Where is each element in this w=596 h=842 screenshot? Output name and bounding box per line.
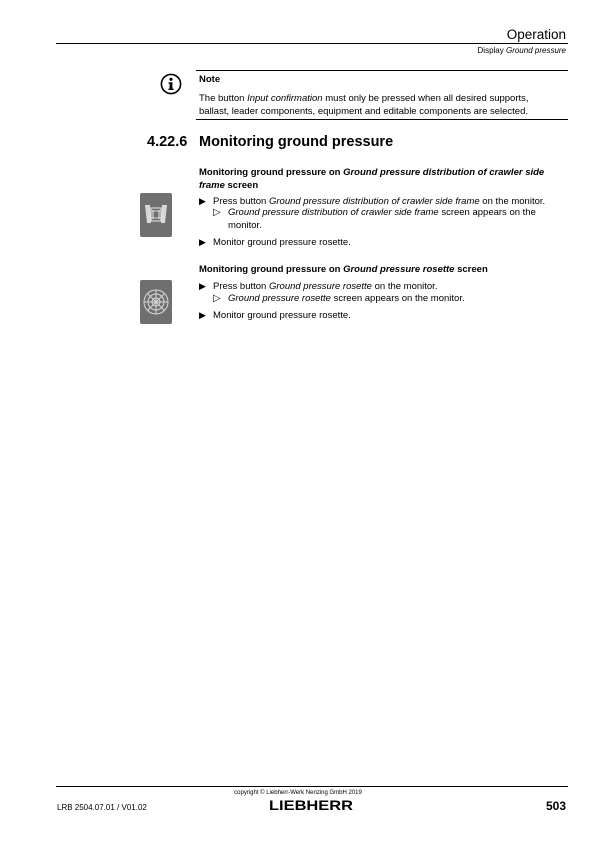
liebherr-logo: [268, 798, 354, 812]
sub1-heading-1: Monitoring ground pressure on: [199, 167, 344, 178]
sub2-step-2-text: Monitor ground pressure rosette.: [213, 310, 351, 321]
subsection-heading-crawler: [199, 166, 569, 192]
page-number: 503: [545, 799, 566, 813]
subsection-heading-rosette: [199, 263, 569, 276]
sub1-result-italic: Ground pressure distribution of crawler side frame: [228, 207, 439, 218]
sub2-heading-italic: Ground pressure rosette: [343, 264, 455, 275]
sub1-step1-a: Press button: [213, 196, 269, 207]
sub1-step1-b: on the monitor.: [479, 196, 546, 207]
section-number: 4.22.6: [147, 134, 188, 150]
note-text: [199, 92, 559, 118]
note-text-1: The button: [199, 93, 248, 104]
note-text-2: must only be pressed when all desired supports, ballast, leader components, equipment and editable components are selected.: [199, 93, 529, 117]
note-heading: Note: [199, 74, 221, 85]
note-rule-bottom: [196, 119, 568, 120]
sub2-result-italic: Ground pressure rosette: [228, 293, 331, 304]
step-bullet: ▶: [199, 281, 206, 291]
chapter-title: Operation: [506, 27, 566, 42]
sub2-heading-2: screen: [454, 264, 488, 275]
section-title: Monitoring ground pressure: [199, 134, 394, 150]
step-bullet: ▶: [199, 237, 206, 247]
note-text-italic: Input confirmation: [247, 93, 323, 104]
header-sub-prefix: Display: [477, 46, 506, 55]
sub1-result-line2: monitor.: [228, 220, 262, 231]
sub2-step1-b: on the monitor.: [371, 281, 438, 292]
sub2-result-text: [228, 292, 465, 305]
header-subtitle: [478, 46, 566, 55]
step-bullet: ▶: [199, 310, 206, 320]
logo-text: LIEBHERR: [269, 798, 353, 812]
sub2-step1-a: Press button: [213, 281, 269, 292]
result-bullet: ▷: [213, 293, 221, 304]
footer-rule: [56, 786, 568, 787]
copyright: copyright © Liebherr-Werk Nenzing GmbH 2019: [234, 790, 362, 796]
step-bullet: ▶: [199, 196, 206, 206]
note-rule-top: [196, 70, 568, 71]
sub1-heading-2: screen: [224, 180, 259, 191]
document-id: LRB 2504.07.01 / V01.02: [57, 803, 147, 812]
sub1-heading-italic: Ground pressure distribution of crawler side frame: [199, 167, 545, 191]
sub1-step-2-text: Monitor ground pressure rosette.: [213, 237, 351, 248]
info-icon: [160, 73, 182, 95]
sub1-result-1: screen appears on the: [438, 207, 536, 218]
crawler-side-frame-pressure-icon: [140, 193, 172, 237]
sub2-result-1: screen appears on the monitor.: [330, 293, 465, 304]
header-sub-italic: Ground pressure: [505, 46, 566, 55]
sub1-result-text: [228, 206, 536, 219]
sub2-step1-italic: Ground pressure rosette: [268, 281, 372, 292]
result-bullet: ▷: [213, 207, 221, 218]
sub1-step1-italic: Ground pressure distribution of crawler side frame: [268, 196, 480, 207]
sub2-heading-1: Monitoring ground pressure on: [199, 264, 344, 275]
header-rule: [56, 43, 568, 44]
pressure-rosette-icon: [140, 280, 172, 324]
